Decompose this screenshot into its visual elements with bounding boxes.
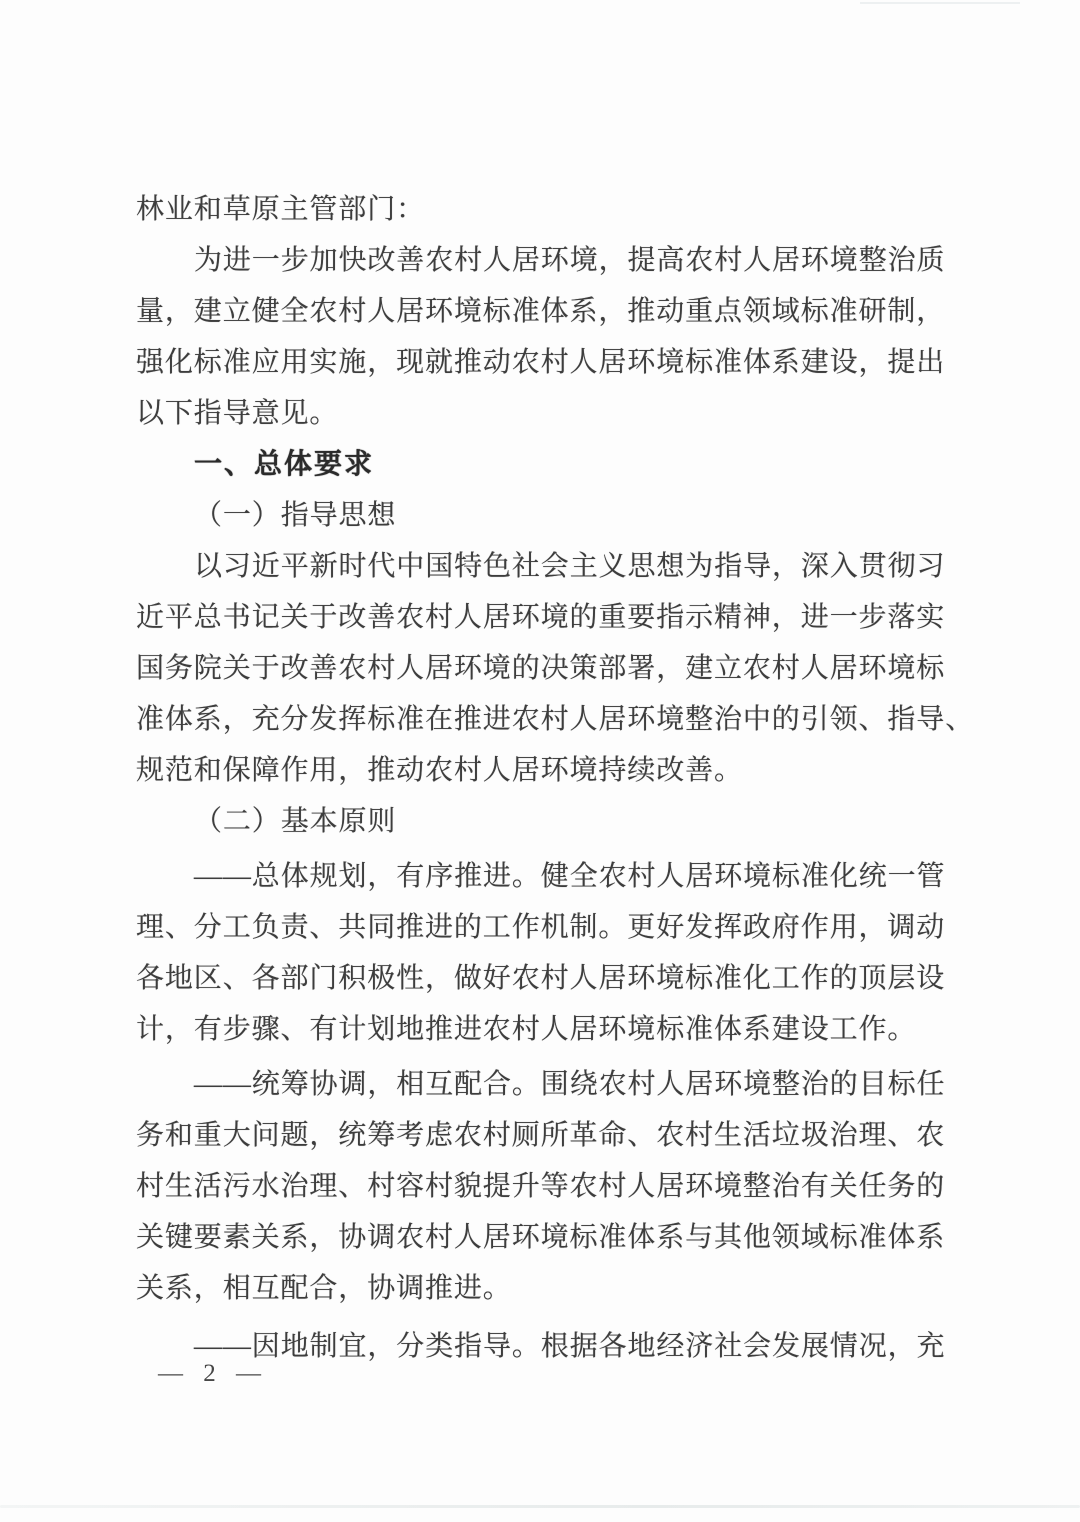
text-line: 理、分工负责、共同推进的工作机制。更好发挥政府作用，调动 [136,912,946,943]
principle-line-overall-planning: ——总体规划，有序推进。健全农村人居环境标准化统一管 [194,861,946,892]
page-number: — 2 — [158,1360,264,1387]
text-line: 关键要素关系，协调农村人居环境标准体系与其他领域标准体系 [136,1222,946,1253]
text-line: 量，建立健全农村人居环境标准体系，推动重点领域标准研制， [136,296,946,327]
section-heading-overall-requirements: 一、总体要求 [194,449,375,480]
text-line: 各地区、各部门积极性，做好农村人居环境标准化工作的顶层设 [136,963,946,994]
scan-artifact-top-edge [860,2,1020,4]
principle-line-local-conditions: ——因地制宜，分类指导。根据各地经济社会发展情况，充 [194,1331,946,1362]
subsection-heading-basic-principles: （二）基本原则 [194,806,397,837]
text-line: 村生活污水治理、村容村貌提升等农村人居环境整治有关任务的 [136,1171,946,1202]
text-line: 务和重大问题，统筹考虑农村厕所革命、农村生活垃圾治理、农 [136,1120,946,1151]
text-line: 以习近平新时代中国特色社会主义思想为指导，深入贯彻习 [194,551,946,582]
document-body [136,184,975,1372]
principle-line-coordination: ——统筹协调，相互配合。围绕农村人居环境整治的目标任 [194,1069,946,1100]
text-line: 关系，相互配合，协调推进。 [136,1273,512,1304]
text-line: 强化标准应用实施，现就推动农村人居环境标准体系建设，提出 [136,347,946,378]
text-line: 为进一步加快改善农村人居环境，提高农村人居环境整治质 [194,245,946,276]
subsection-heading-guiding-ideology: （一）指导思想 [194,500,397,531]
scan-artifact-bottom-edge [0,1505,1080,1508]
text-line: 准体系，充分发挥标准在推进农村人居环境整治中的引领、指导、 [136,704,975,735]
salutation-line: 林业和草原主管部门： [136,194,426,225]
text-line: 近平总书记关于改善农村人居环境的重要指示精神，进一步落实 [136,602,946,633]
text-line: 规范和保障作用，推动农村人居环境持续改善。 [136,755,743,786]
text-line: 以下指导意见。 [136,398,339,429]
text-line: 计，有步骤、有计划地推进农村人居环境标准体系建设工作。 [136,1014,917,1045]
text-line: 国务院关于改善农村人居环境的决策部署，建立农村人居环境标 [136,653,946,684]
